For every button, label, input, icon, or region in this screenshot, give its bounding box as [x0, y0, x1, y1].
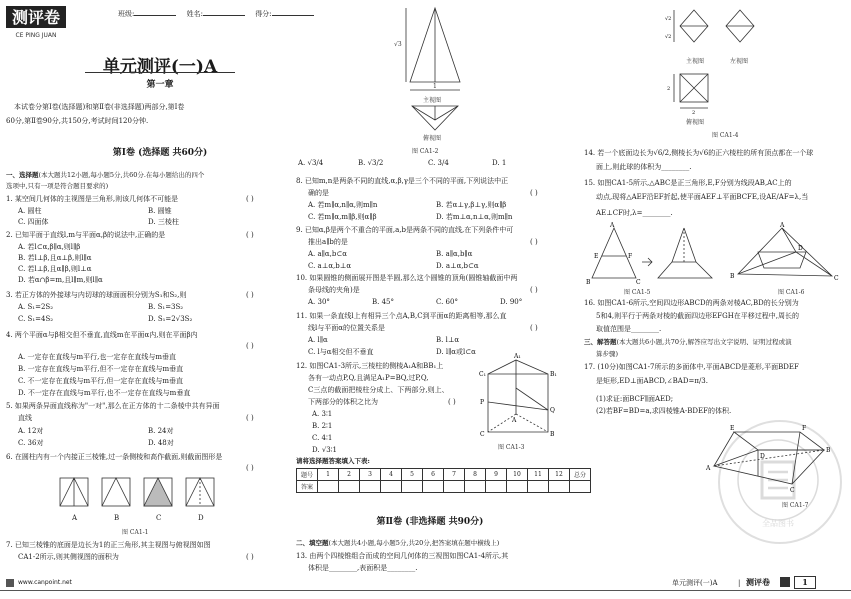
ans-cell-3[interactable] — [360, 481, 381, 493]
q4-bracket[interactable]: ( ) — [246, 342, 254, 350]
ans-cell-6[interactable] — [423, 481, 444, 493]
answer-table-head — [297, 469, 591, 481]
fig4-front-caption: 主视图 — [686, 58, 705, 65]
q6-figure — [58, 474, 218, 512]
fig3-section — [488, 388, 548, 410]
q12-bracket[interactable]: ( ) — [448, 398, 456, 406]
q3-option-b[interactable]: B. S₁=3S₂ — [148, 303, 184, 311]
q12-option-d[interactable]: D. √3∶1 — [312, 446, 338, 454]
q1-option-d[interactable]: D. 三棱柱 — [148, 218, 179, 226]
q2-option-b[interactable]: B. 若l⊥β,且α⊥β,则l∥α — [18, 254, 92, 262]
section-2-heading — [296, 538, 499, 549]
q15-line-2: 动点,现将△AEF沿EF折起,使平面AEF⊥平面BCFE,设AE/AF=λ,当 — [596, 193, 809, 201]
section-3-heading — [584, 337, 792, 348]
fig5-caption: 图 CA1-5 — [624, 289, 651, 296]
q2-option-c[interactable]: C. 若l⊥β,且α∥β,则l⊥α — [18, 265, 92, 273]
q10-option-a[interactable]: A. 30° — [308, 298, 330, 306]
q5-option-c[interactable]: C. 36对 — [18, 439, 44, 447]
svg-text:CE PING JUAN: CE PING JUAN — [15, 32, 57, 39]
q11-bracket[interactable]: ( ) — [530, 324, 538, 332]
q2-bracket[interactable]: ( ) — [246, 231, 254, 239]
ans-cell-2[interactable] — [339, 481, 360, 493]
fig4-caption: 图 CA1-4 — [712, 132, 739, 139]
ans-head-12: 12 — [549, 469, 570, 481]
brand-logo — [6, 4, 68, 40]
q5-bracket[interactable]: ( ) — [246, 414, 254, 422]
fig4-label-width: 2 — [692, 110, 696, 116]
fig3-label-p: P — [480, 399, 485, 406]
ans-head-6: 6 — [423, 469, 444, 481]
footer-brand: 测评卷 — [746, 577, 770, 587]
q7-option-c[interactable]: C. 3/4 — [428, 159, 449, 167]
fig-ca1-2 — [390, 4, 480, 154]
ans-cell-total[interactable] — [570, 481, 591, 493]
section-2-note: (本大题共4小题,每小题5分,共20分,把答案填在题中横线上) — [328, 539, 500, 547]
q13-line-1: 13. 由两个四棱锥组合而成的空间几何体的三视图如图CA1-4所示,其 — [296, 552, 509, 560]
q10-bracket[interactable]: ( ) — [530, 286, 538, 294]
q8-option-b[interactable]: B. 若α⊥γ,β⊥γ,则α∥β — [436, 201, 507, 209]
q14-line-1: 14. 若一个底面边长为√6/2,侧棱长为√6的正六棱柱的所有顶点都在一个球 — [584, 149, 814, 157]
q4-option-a[interactable]: A. 一定存在直线与m平行,也一定存在直线与m垂直 — [18, 353, 177, 361]
q2-option-a[interactable]: A. 若l⊂α,β∥α,则l∥β — [18, 243, 81, 251]
brand-logo-graphic — [6, 4, 68, 40]
fig3-label-c1: C₁ — [479, 371, 486, 378]
q4-option-d[interactable]: D. 不一定存在直线与m平行,也不一定存在直线与m垂直 — [18, 389, 191, 397]
q3-bracket[interactable]: ( ) — [246, 291, 254, 299]
q10-stem-2: 条母线的夹角)是 — [308, 286, 360, 294]
section-3-note: (本大题共6小题,共70分,解答应写出文字说明、证明过程或演 — [616, 338, 792, 346]
fig5-label-a: A — [610, 222, 615, 229]
answer-table — [296, 468, 591, 493]
fig-ca1-7 — [704, 412, 844, 500]
ans-head-11: 11 — [528, 469, 549, 481]
q11-stem-2: 线l与平面α的位置关系是 — [308, 324, 385, 332]
fig5-label-f: F — [628, 253, 633, 260]
q7-option-b[interactable]: B. √3/2 — [358, 159, 384, 167]
ans-head-2: 2 — [339, 469, 360, 481]
q13-line-2: 体积是________,表面积是________. — [308, 564, 418, 572]
fig5-arrow — [642, 258, 652, 266]
ans-head-4: 4 — [381, 469, 402, 481]
q6-fig-b-frame[interactable] — [102, 478, 130, 506]
fig4-top-caption: 俯视图 — [686, 119, 705, 126]
q3-option-c[interactable]: C. S₁=4S₂ — [18, 315, 54, 323]
q6-option-c[interactable]: C — [156, 514, 162, 522]
fig3-label-b1: B₁ — [550, 371, 557, 378]
fig4-label-side: 2 — [667, 86, 671, 92]
fig2-caption: 图 CA1-2 — [412, 148, 439, 155]
q15-line-1: 15. 如图CA1-5所示,△ABC是正三角形,E,F分别为线段AB,AC上的 — [584, 179, 792, 187]
q9-bracket[interactable]: ( ) — [530, 238, 538, 246]
fig5-label-b: B — [586, 279, 591, 286]
ans-head-7: 7 — [444, 469, 465, 481]
q9-stem-2: 推出a∥b的是 — [308, 238, 348, 246]
section-2-label: 二、填空题 — [296, 539, 329, 547]
q1-option-b[interactable]: B. 圆锥 — [148, 207, 172, 215]
score-field-label: 得分: — [255, 10, 272, 18]
name-field[interactable] — [203, 15, 245, 16]
q7-option-a[interactable]: A. √3/4 — [298, 159, 324, 167]
q4-stem: 4. 两个平面α与β相交但不垂直,直线m在平面α内,则在平面β内 — [6, 331, 198, 339]
fig7-rhombus-abcd — [714, 450, 824, 484]
fig4-top-diagonals — [680, 74, 708, 102]
ans-cell-5[interactable] — [402, 481, 423, 493]
fig6-label-c: C — [834, 275, 839, 282]
part2-title: 第Ⅱ卷 (非选择题 共90分) — [376, 517, 484, 527]
ans-head-label: 题号 — [297, 469, 318, 481]
header-fields — [118, 9, 314, 20]
q17-part-1: (1)求证:面BCF∥面AED; — [596, 395, 674, 403]
fig6-label-d: D — [798, 245, 803, 252]
fig6-label-b: B — [730, 273, 735, 280]
q10-option-d[interactable]: D. 90° — [500, 298, 523, 306]
ans-cell-11[interactable] — [528, 481, 549, 493]
fig7-label-e: E — [730, 425, 735, 432]
fig7-label-b: B — [826, 447, 831, 454]
ans-cell-12[interactable] — [549, 481, 570, 493]
fig2-width-label: 1 — [433, 83, 437, 90]
fig-ca1-4 — [664, 4, 774, 124]
fig5-label-c: C — [636, 279, 641, 286]
q9-stem: 9. 已知α,β是两个不重合的平面,a,b是两条不同的直线,在下列条件中可 — [296, 226, 514, 234]
q8-stem-2: 确的是 — [308, 189, 329, 197]
fig6-section — [758, 252, 806, 268]
fig4-label-root2-b: √2 — [665, 34, 672, 40]
q8-bracket[interactable]: ( ) — [530, 189, 538, 197]
class-field[interactable] — [134, 15, 176, 16]
ans-row-label: 答案 — [297, 481, 318, 493]
ans-head-9: 9 — [486, 469, 507, 481]
q6-fig-a-section — [60, 478, 88, 506]
score-field[interactable] — [272, 15, 314, 16]
ans-cell-1[interactable] — [318, 481, 339, 493]
ans-cell-9[interactable] — [486, 481, 507, 493]
q8-option-c[interactable]: C. 若m∥α,m∥β,则α∥β — [308, 213, 377, 221]
q8-stem: 8. 已知m,n是两条不同的直线,α,β,γ是三个不同的平面,下列说法中正 — [296, 177, 509, 185]
ans-head-10: 10 — [507, 469, 528, 481]
fig6-caption: 图 CA1-6 — [778, 289, 805, 296]
q17-part-2: (2)若BF=BD=a,求四棱锥A-BDEF的体积. — [596, 407, 732, 415]
q7-bracket[interactable]: ( ) — [246, 553, 254, 561]
q9-option-a[interactable]: A. a∥α,b⊂α — [308, 250, 347, 258]
fig6-label-a: A — [780, 222, 785, 229]
fig7-rect-bdef — [734, 432, 824, 450]
svg-text:测评卷: 测评卷 — [11, 8, 61, 27]
fig3-caption: 图 CA1-3 — [498, 444, 525, 451]
footer-title: 单元测评(一)A — [672, 579, 718, 587]
q5-option-d[interactable]: D. 48对 — [148, 439, 174, 447]
name-field-label: 姓名: — [186, 10, 203, 18]
q9-option-d[interactable]: D. a⊥α,b⊂α — [436, 262, 479, 270]
ans-head-5: 5 — [402, 469, 423, 481]
q17-line-2: 是矩形,ED⊥面ABCD,∠BAD=π/3. — [596, 377, 708, 385]
q5-stem-2: 直线 — [18, 414, 32, 422]
fig7-label-c: C — [790, 487, 795, 494]
q9-option-c[interactable]: C. a⊥α,b⊥α — [308, 262, 352, 270]
fig3-label-a: A — [512, 417, 517, 424]
ans-cell-8[interactable] — [465, 481, 486, 493]
chapter-title: 第一章 — [146, 80, 174, 90]
q16-line-1: 16. 如图CA1-6所示,空间四边形ABCD的两条对棱AC,BD的长分别为 — [584, 299, 799, 307]
fig7-diagonal — [714, 450, 824, 466]
q12-stem: 12. 如图CA1-3所示,三棱柱的侧棱A₁A和BB₁上 — [296, 362, 444, 370]
fig7-label-d: D — [760, 453, 765, 460]
fig3-label-c: C — [480, 431, 485, 438]
q11-option-a[interactable]: A. l∥α — [308, 336, 328, 344]
q11-stem: 11. 如果一条直线l上有相异三个点A,B,C到平面α的距离相等,那么直 — [296, 312, 507, 320]
fig3-label-b: B — [550, 431, 555, 438]
q12-option-b[interactable]: B. 2∶1 — [312, 422, 333, 430]
section-1-heading — [6, 170, 204, 181]
ans-head-total: 总分 — [570, 469, 591, 481]
page-number: 1 — [794, 576, 816, 589]
fig4-side-caption: 左视图 — [730, 58, 749, 65]
fig7-label-f: F — [802, 425, 807, 432]
fig3-label-a1: A₁ — [514, 353, 521, 360]
ans-head-1: 1 — [318, 469, 339, 481]
answer-table-note: 请将选择题答案填入下表: — [296, 457, 370, 465]
fig3-prism-outline — [488, 360, 548, 432]
title-divider — [85, 72, 235, 73]
q10-option-b[interactable]: B. 45° — [372, 298, 395, 306]
ans-head-8: 8 — [465, 469, 486, 481]
fig4-front-view — [680, 10, 708, 42]
fig2-height-label: √3 — [394, 41, 402, 48]
q12-line-2: C三点的截面把棱柱分成上、下两部分,则上、 — [308, 386, 449, 394]
fig-ca1-3 — [476, 350, 558, 442]
footer-url[interactable]: www.canpoint.net — [18, 579, 72, 586]
q11-option-c[interactable]: C. l与α相交但不垂直 — [308, 348, 374, 356]
q6-option-d[interactable]: D — [198, 514, 204, 522]
fig2-front-caption: 主视图 — [423, 97, 442, 104]
q7-stem-2: CA1-2所示,则其侧视图的面积为 — [18, 553, 119, 561]
q16-line-3: 取值范围是________. — [596, 325, 662, 333]
ans-cell-4[interactable] — [381, 481, 402, 493]
q16-line-2: 5和4,则平行于两条对棱的截面四边形EFGH在平移过程中,周长的 — [596, 312, 800, 320]
q1-option-a[interactable]: A. 圆柱 — [18, 207, 42, 215]
q1-bracket[interactable]: ( ) — [246, 195, 254, 203]
q10-stem: 10. 如果圆锥的侧面展开图是半圆,那么这个圆锥的顶角(圆锥轴截面中两 — [296, 274, 518, 282]
fig3-hidden-edges — [488, 414, 548, 432]
stamp-text: 全品图书 — [762, 519, 794, 528]
fig7-caption: 图 CA1-7 — [782, 502, 809, 509]
q5-option-a[interactable]: A. 12对 — [18, 427, 44, 435]
q4-option-b[interactable]: B. 一定存在直线与m平行,但不一定存在直线与m垂直 — [18, 365, 184, 373]
q5-stem: 5. 如果两条异面直线称为"一对",那么在正方体的十二条棱中共有异面 — [6, 402, 220, 410]
ans-head-3: 3 — [360, 469, 381, 481]
q4-option-c[interactable]: C. 不一定存在直线与m平行,但一定存在直线与m垂直 — [18, 377, 184, 385]
q11-option-d[interactable]: D. l∥α或l⊂α — [436, 348, 476, 356]
q5-option-b[interactable]: B. 24对 — [148, 427, 174, 435]
q6-stem: 6. 在圆柱内有一个内接正三棱锥,过一条侧棱和高作截面,则截面图形是 — [6, 453, 223, 461]
fig3-label-q: Q — [550, 407, 555, 414]
intro-line-2: 60分,第Ⅱ卷90分,共150分,考试时间120分钟. — [6, 117, 149, 125]
q12-option-a[interactable]: A. 3∶1 — [312, 410, 333, 418]
fig2-top-caption: 俯视图 — [423, 135, 442, 142]
q6-fig-b-section — [102, 478, 130, 506]
ans-cell-10[interactable] — [507, 481, 528, 493]
q1-option-c[interactable]: C. 四面体 — [18, 218, 49, 226]
section-1-label: 一、选择题 — [6, 171, 39, 179]
fig7-label-a: A — [706, 465, 711, 472]
q15-line-3: AE⊥CF时,λ=________. — [596, 209, 673, 217]
class-field-label: 班级: — [118, 10, 135, 18]
q2-stem: 2. 已知平面于直线l,m与平面α,β的说法中,正确的是 — [6, 231, 166, 239]
section-3-label: 三、解答题 — [584, 338, 617, 346]
q6-figure-caption: 图 CA1-1 — [122, 529, 149, 536]
section-1-note-2: 选项中,只有一项是符合题目要求的) — [6, 182, 109, 190]
fig5-label-e: E — [594, 253, 599, 260]
page-title: 单元测评(一)A — [102, 57, 218, 77]
intro-line-1: 本试卷分第Ⅰ卷(选择题)和第Ⅱ卷(非选择题)两部分,第Ⅰ卷 — [14, 103, 185, 111]
fig4-side-view — [726, 10, 754, 42]
q3-stem: 3. 若正方体的外接球与内切球的球面面积分别为S₁和S₂,则 — [6, 291, 187, 299]
q6-option-a[interactable]: A — [72, 514, 78, 522]
q1-stem: 1. 某空间几何体的主视图是三角形,则该几何体不可能是 — [6, 195, 179, 203]
footer-brand-icon — [780, 577, 790, 587]
q12-line-3: 下两部分的体积之比为 — [308, 398, 378, 406]
q7-option-d[interactable]: D. 1 — [492, 159, 507, 167]
q6-bracket[interactable]: ( ) — [246, 464, 254, 472]
fig4-label-root2-a: √2 — [665, 16, 672, 22]
section-3-note-2: 算步骤) — [596, 350, 619, 358]
footer-rule — [0, 590, 851, 591]
section-1-note: (本大题共12小题,每小题5分,共60分.在每小题给出的四个 — [38, 171, 205, 179]
q12-line-1: 各有一动点P,Q,且满足A₁P=BQ,过P,Q, — [308, 374, 429, 382]
q8-option-a[interactable]: A. 若m∥α,n∥α,则m∥n — [308, 201, 378, 209]
q14-line-2: 面上,则此球的体积为________. — [596, 163, 692, 171]
q9-option-b[interactable]: B. a∥α,b∥α — [436, 250, 473, 258]
answer-table-row — [297, 481, 591, 493]
q10-option-c[interactable]: C. 60° — [436, 298, 458, 306]
fig-ca1-5-6 — [586, 222, 844, 286]
q6-fig-c-section — [144, 478, 172, 506]
q17-line-1: 17. (10分)如图CA1-7所示的多面体中,平面ABCD是菱形,平面BDEF — [584, 363, 799, 371]
q12-option-c[interactable]: C. 4∶1 — [312, 434, 333, 442]
q8-option-d[interactable]: D. 若m⊥α,n⊥α,则m∥n — [436, 213, 513, 221]
footer-marker-icon — [6, 579, 14, 587]
fig5-folded-base — [658, 262, 712, 278]
q3-option-d[interactable]: D. S₁=2√3S₂ — [148, 315, 193, 323]
q6-option-b[interactable]: B — [114, 514, 120, 522]
q11-option-b[interactable]: B. l⊥α — [436, 336, 460, 344]
ans-cell-7[interactable] — [444, 481, 465, 493]
q3-option-a[interactable]: A. S₁=2S₂ — [18, 303, 54, 311]
q7-stem: 7. 已知三棱锥的底面是边长为1的正三角形,其主视图与俯视图如图 — [6, 541, 211, 549]
q2-option-d[interactable]: D. 若α∩β=m,且l∥m,则l∥α — [18, 276, 103, 284]
footer-sep: | — [738, 579, 741, 587]
part1-title: 第Ⅰ卷 (选择题 共60分) — [112, 148, 208, 158]
